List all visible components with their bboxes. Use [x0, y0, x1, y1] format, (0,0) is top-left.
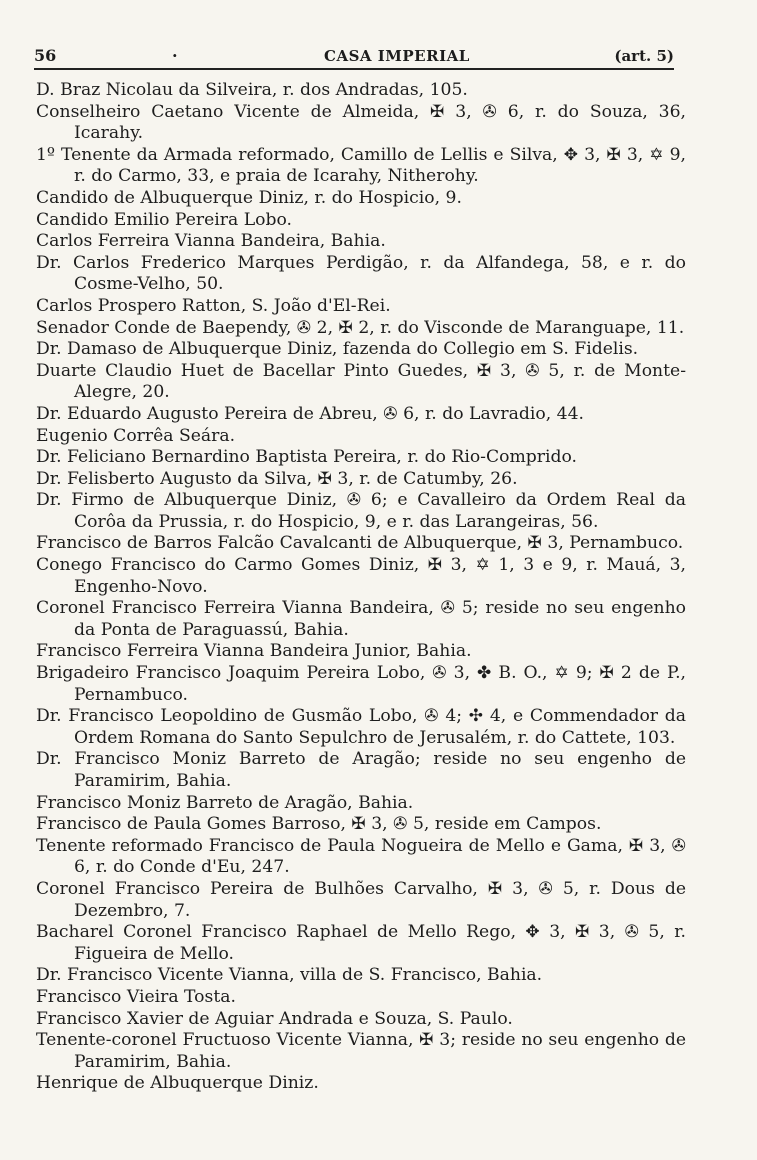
list-item: Francisco Moniz Barreto de Aragão, Bahia.: [36, 792, 414, 813]
list-item: Candido Emilio Pereira Lobo.: [36, 209, 292, 230]
list-item: Dr. Feliciano Bernardino Baptista Pereira, r. do Rio-Comprido.: [36, 447, 578, 468]
list-item: 1º Tenente da Armada reformado, Camillo de Lellis e Silva, ✥ 3, ✠ 3, ✡ 9, r. do Carmo, 33, e praia de Icarahy, Nitherohy.: [36, 144, 686, 187]
page-header: [34, 38, 674, 66]
list-item: Dr. Francisco Moniz Barreto de Aragão; reside no seu engenho de Paramirim, Bahia.: [36, 749, 686, 791]
list-item: Eugenio Corrêa Seára.: [36, 425, 236, 446]
list-item: Candido de Albuquerque Diniz, r. do Hospicio, 9.: [36, 187, 462, 208]
list-item: Carlos Ferreira Vianna Bandeira, Bahia.: [36, 231, 386, 252]
page-number: 56: [34, 46, 57, 65]
list-item: Dr. Firmo de Albuquerque Diniz, ✇ 6; e Cavalleiro da Ordem Real da Corôa da Prussia, r. do Hospicio, 9, e r. das Larangeiras, 56.: [36, 490, 686, 532]
list-item: Coronel Francisco Ferreira Vianna Bandeira, ✇ 5; reside no seu engenho da Ponta de Paraguassú, Bahia.: [36, 598, 686, 640]
list-item: Dr. Francisco Vicente Vianna, villa de S. Francisco, Bahia.: [36, 965, 543, 986]
list-item: Bacharel Coronel Francisco Raphael de Mello Rego, ✥ 3, ✠ 3, ✇ 5, r. Figueira de Mello.: [36, 922, 686, 964]
running-title: CASA IMPERIAL: [324, 47, 470, 65]
list-item: Tenente reformado Francisco de Paula Nogueira de Mello e Gama, ✠ 3, ✇ 6, r. do Conde d'Eu, 247.: [36, 835, 686, 878]
list-item: Francisco de Barros Falcão Cavalcanti de Albuquerque, ✠ 3, Pernambuco.: [36, 533, 684, 554]
list-item: Dr. Felisberto Augusto da Silva, ✠ 3, r. de Catumby, 26.: [36, 468, 518, 489]
list-item: Conego Francisco do Carmo Gomes Diniz, ✠ 3, ✡ 1, 3 e 9, r. Mauá, 3, Engenho-Novo.: [36, 555, 686, 597]
list-item: Conselheiro Caetano Vicente de Almeida, ✠ 3, ✇ 6, r. do Souza, 36, Icarahy.: [36, 101, 686, 144]
list-item: Francisco Ferreira Vianna Bandeira Junior, Bahia.: [36, 641, 472, 662]
list-item: Dr. Carlos Frederico Marques Perdigão, r. da Alfandega, 58, e r. do Cosme-Velho, 50.: [36, 252, 686, 295]
header-rule: [34, 68, 674, 70]
list-item: Dr. Damaso de Albuquerque Diniz, fazenda do Collegio em S. Fidelis.: [36, 339, 639, 360]
list-item: Francisco de Paula Gomes Barroso, ✠ 3, ✇ 5, reside em Campos.: [36, 814, 602, 835]
section-reference: (art. 5): [614, 47, 674, 65]
list-item: Duarte Claudio Huet de Bacellar Pinto Guedes, ✠ 3, ✇ 5, r. de Monte-Alegre, 20.: [36, 360, 686, 403]
list-item: Brigadeiro Francisco Joaquim Pereira Lobo, ✇ 3, ✤ B. O., ✡ 9; ✠ 2 de P., Pernambuco.: [36, 663, 686, 705]
header-separator: .: [172, 42, 178, 61]
list-item: Coronel Francisco Pereira de Bulhões Carvalho, ✠ 3, ✇ 5, r. Dous de Dezembro, 7.: [36, 878, 686, 921]
entry-list: [36, 80, 686, 1095]
list-item: Senador Conde de Baependy, ✇ 2, ✠ 2, r. do Visconde de Maranguape, 11.: [36, 317, 685, 338]
list-item: Dr. Francisco Leopoldino de Gusmão Lobo, ✇ 4; ✣ 4, e Commendador da Ordem Romana do Santo Sepulchro de Jerusalém, r. do Cattete, 103.: [36, 706, 686, 748]
list-item: D. Braz Nicolau da Silveira, r. dos Andradas, 105.: [36, 80, 468, 100]
list-item: Francisco Xavier de Aguiar Andrada e Souza, S. Paulo.: [36, 1008, 513, 1029]
list-item: Tenente-coronel Fructuoso Vicente Vianna, ✠ 3; reside no seu engenho de Paramirim, Bahia.: [36, 1030, 686, 1072]
list-item: Henrique de Albuquerque Diniz.: [36, 1073, 319, 1094]
list-item: Dr. Eduardo Augusto Pereira de Abreu, ✇ 6, r. do Lavradio, 44.: [36, 403, 584, 424]
list-item: Carlos Prospero Ratton, S. João d'El-Rei.: [36, 295, 391, 316]
list-item: Francisco Vieira Tosta.: [36, 986, 236, 1007]
